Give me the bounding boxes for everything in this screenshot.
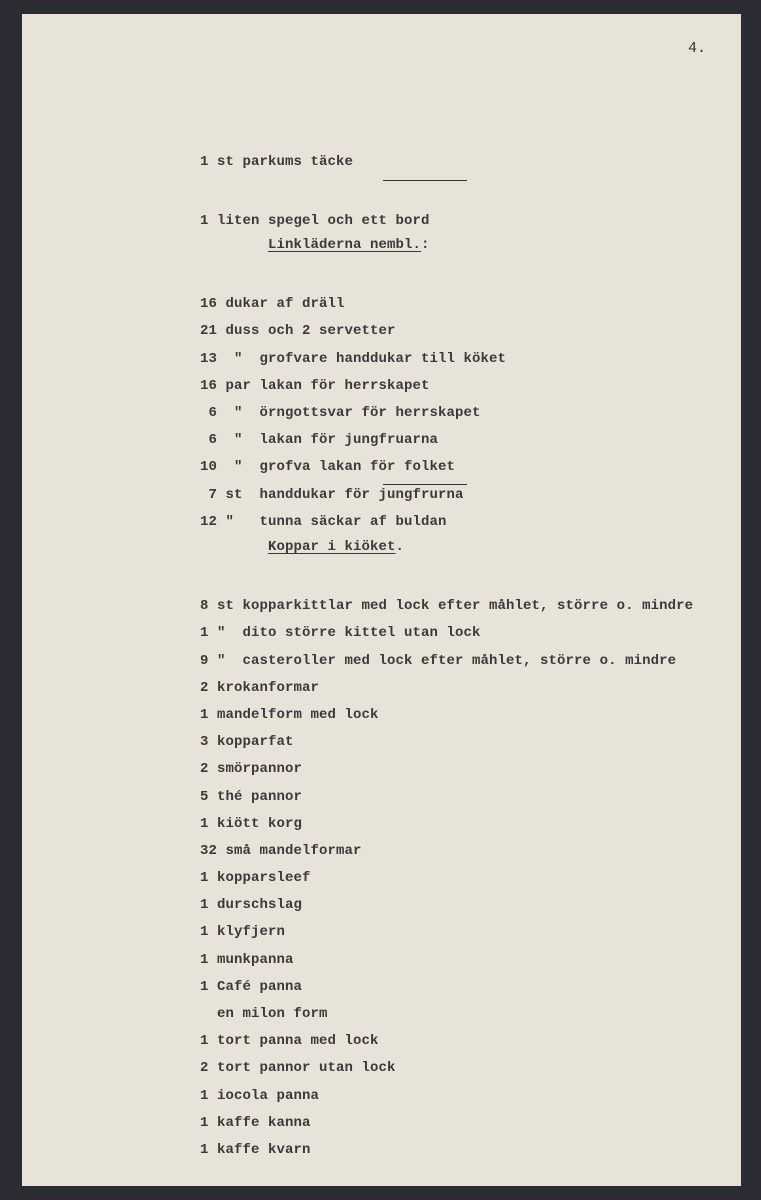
- list-item: 9 " casteroller med lock efter måhlet, större o. mindre: [200, 652, 677, 669]
- list-item: 3 kopparfat: [200, 734, 294, 751]
- list-item: 32 små mandelformar: [200, 842, 362, 859]
- document-page: [22, 14, 741, 1186]
- list-item: en milon form: [200, 1006, 328, 1022]
- list-item: 1 " dito större kittel utan lock: [200, 625, 481, 642]
- list-item: 5 thé pannor: [200, 788, 303, 805]
- list-item: 2 krokanformar: [200, 679, 320, 696]
- list-item: 1 tort panna med lock: [200, 1033, 379, 1050]
- list-item: 10 " grofva lakan för folket: [200, 459, 456, 476]
- list-item: 1 iocola panna: [200, 1087, 320, 1104]
- list-item: 16 dukar af dräll: [200, 296, 345, 313]
- list-item: 7 st handdukar för jungfrurna: [200, 486, 464, 503]
- list-item: 6 " lakan för jungfruarna: [200, 432, 439, 449]
- list-item: 1 kopparsleef: [200, 870, 311, 887]
- section-heading: [200, 534, 693, 561]
- list-item: 1 klyfjern: [200, 924, 286, 941]
- list-item: 2 tort pannor utan lock: [200, 1060, 396, 1077]
- heading-punct: .: [395, 539, 405, 555]
- heading-text: Koppar i kiöket: [268, 539, 396, 555]
- list-item: 1 Café panna: [200, 978, 303, 995]
- list-item: 13 " grofvare handdukar till köket: [200, 350, 507, 367]
- section-koppar: [200, 502, 693, 1196]
- list-item: 1 st parkums täcke: [200, 154, 354, 170]
- list-item: 1 kaffe kanna: [200, 1114, 311, 1131]
- list-item: 2 smörpannor: [200, 761, 303, 778]
- page-number: 4.: [688, 40, 707, 57]
- list-item: 21 duss och 2 servetter: [200, 323, 396, 340]
- heading-text: Linkläderna nembl.: [268, 237, 422, 253]
- list-item: 8 st kopparkittlar med lock efter måhlet, större o. mindre: [200, 598, 694, 615]
- list-item: 1 mandelform med lock: [200, 706, 379, 723]
- list-item: 1 liten spegel och ett bord: [200, 213, 430, 230]
- section-heading: [200, 232, 506, 259]
- list-item: 1 durschslag: [200, 897, 303, 914]
- divider-rule: [383, 484, 467, 485]
- list-item: 1 kaffe kvarn: [200, 1141, 311, 1158]
- list-item: 16 par lakan för herrskapet: [200, 377, 430, 394]
- heading-punct: :: [421, 237, 430, 253]
- list-item: 1 munkpanna: [200, 951, 294, 968]
- list-item: 1 kiött korg: [200, 815, 303, 832]
- list-item: 12 " tunna säckar af buldan: [200, 513, 447, 530]
- divider-rule: [383, 180, 467, 181]
- list-item: 6 " örngottsvar för herrskapet: [200, 404, 481, 421]
